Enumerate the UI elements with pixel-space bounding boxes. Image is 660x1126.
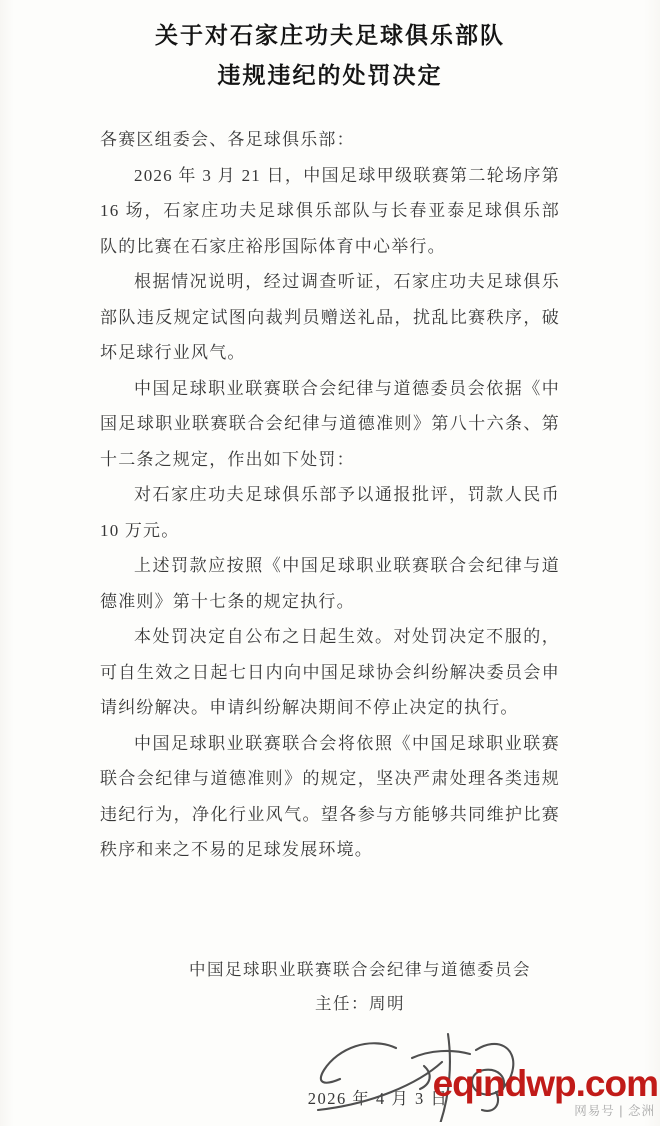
paragraph: 中国足球职业联赛联合会将依照《中国足球职业联赛联合会纪律与道德准则》的规定，坚决严肃处理各类违规违纪行为，净化行业风气。望各参与方能够共同维护比赛秩序和来之不易的足球发展环境。	[100, 733, 560, 859]
paragraph: 本处罚决定自公布之日起生效。对处罚决定不服的，可自生效之日起七日内向中国足球协会纠纷解决委员会申请纠纷解决。申请纠纷解决期间不停止决定的执行。	[100, 627, 560, 717]
salutation-line: 各赛区组委会、各足球俱乐部：	[100, 130, 355, 149]
closing-date: 2026 年 4 月 3 日	[307, 1088, 449, 1108]
site-watermark: eqindwp.com	[432, 1063, 658, 1104]
document-body	[100, 122, 560, 868]
document-title-line2: 违规违纪的处罚决定	[217, 63, 443, 88]
document-title-line1: 关于对石家庄功夫足球俱乐部队	[155, 23, 505, 48]
paragraph: 根据情况说明，经过调查听证，石家庄功夫足球俱乐部队违反规定试图向裁判员赠送礼品，扰乱比赛秩序，破坏足球行业风气。	[100, 272, 560, 362]
paragraph: 上述罚款应按照《中国足球职业联赛联合会纪律与道德准则》第十七条的规定执行。	[100, 556, 560, 611]
closing-role-name: 主任：周明	[315, 993, 405, 1013]
closing-organization: 中国足球职业联赛联合会纪律与道德委员会	[189, 959, 531, 979]
paragraph: 2026 年 3 月 21 日，中国足球甲级联赛第二轮场序第 16 场，石家庄功夫足球俱乐部队与长春亚泰足球俱乐部队的比赛在石家庄裕彤国际体育中心举行。	[100, 165, 560, 256]
document-title	[0, 0, 660, 96]
paragraph: 中国足球职业联赛联合会纪律与道德委员会依据《中国足球职业联赛联合会纪律与道德准则》第八十六条、第十二条之规定，作出如下处罚：	[100, 378, 560, 469]
paragraph: 对石家庄功夫足球俱乐部予以通报批评，罚款人民币 10 万元。	[100, 485, 560, 540]
platform-watermark: 网易号 | 念洲	[574, 1104, 655, 1118]
